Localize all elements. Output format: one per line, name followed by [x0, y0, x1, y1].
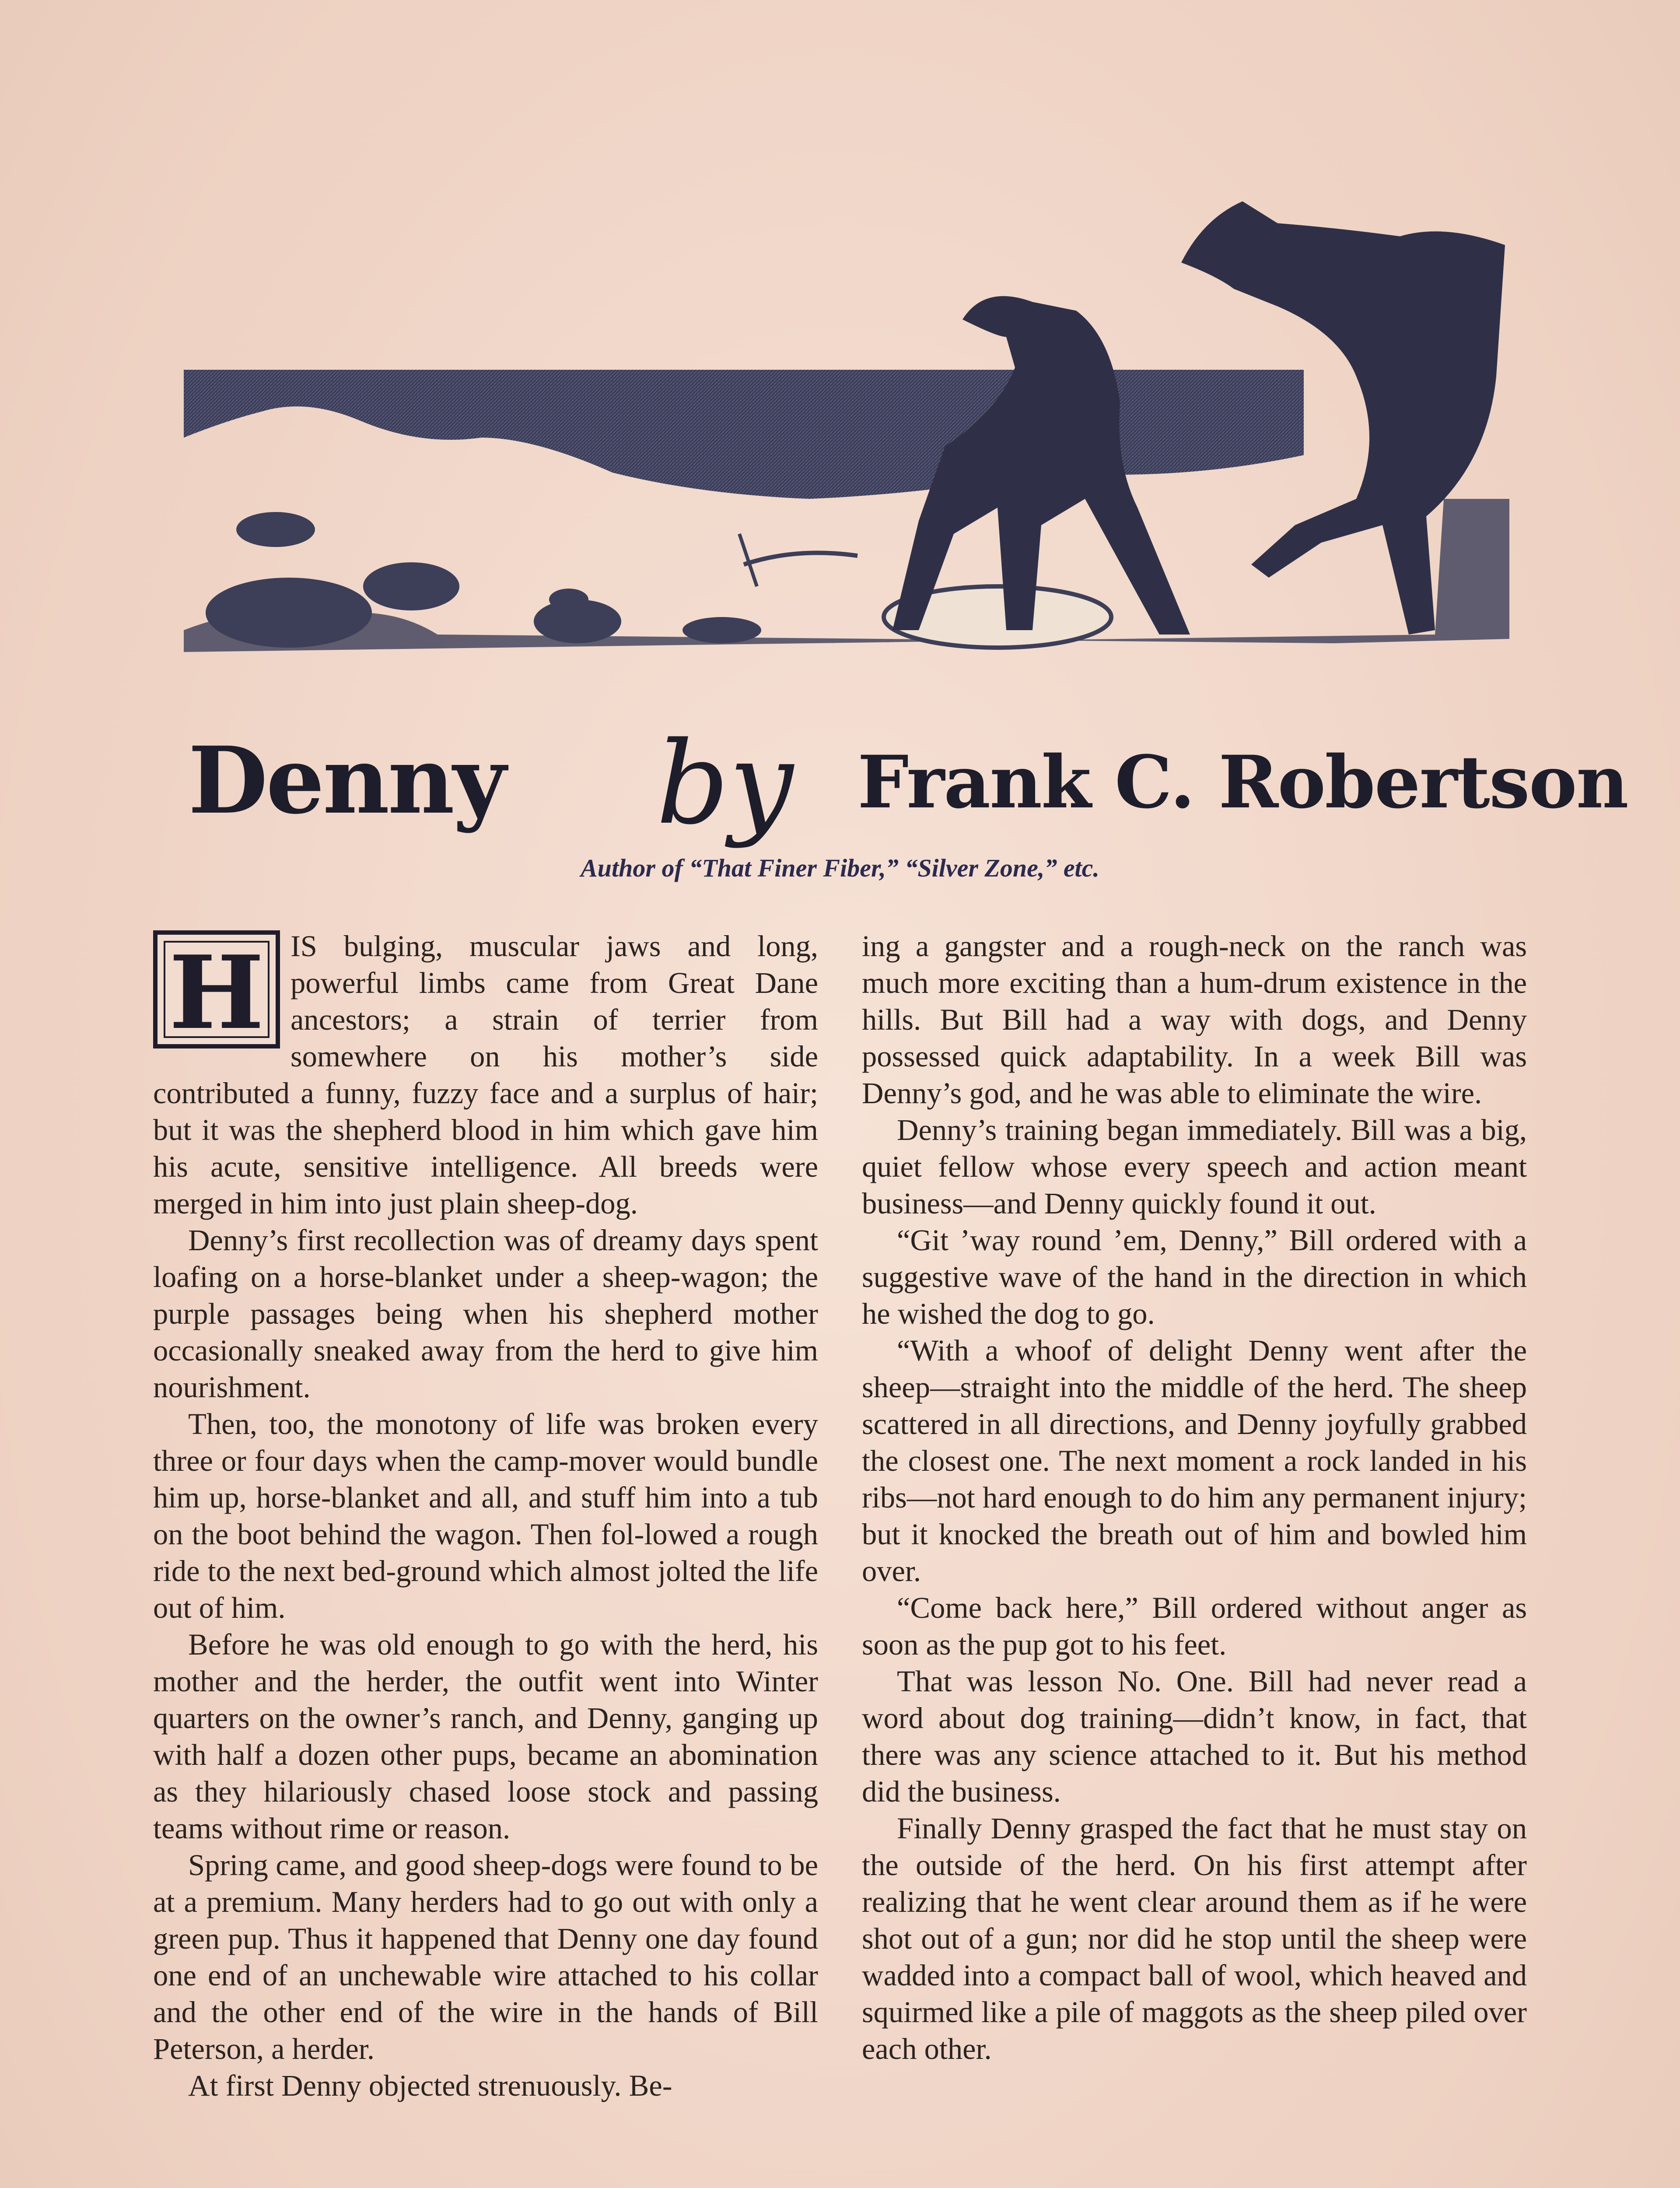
paragraph: “Come back here,” Bill ordered without anger as soon as the pup got to his feet.: [862, 1591, 1527, 1661]
paragraph: Denny’s training began immediately. Bill was a big, quiet fellow whose every speech and action meant business—and Denny quickly found it out.: [862, 1113, 1527, 1220]
title-row: [188, 709, 1628, 850]
paragraph: Finally Denny grasped the fact that he must stay on the outside of the herd. On his first attempt after realizing that he went clear around them as if he were shot out of a gun; nor did he stop until the sheep were wadded into a compact ball of wool, which heaved and squirmed like a pile of maggots as the sheep piled over each other.: [862, 1812, 1527, 2065]
drop-cap: H: [153, 930, 280, 1048]
paragraph: That was lesson No. One. Bill had never read a word about dog training—didn’t know, in fact, that there was any science attached to it. But his method did the business.: [862, 1665, 1527, 1808]
sheep-group: [206, 512, 761, 648]
story-title: Denny: [188, 726, 505, 835]
paragraph: Denny’s first recollection was of dreamy days spent loafing on a horse-blanket under a sheep-wagon; the purple passages being when his shepherd mother occasionally sneaked away from the herd to give him nourishment.: [153, 1224, 818, 1404]
stick: [744, 553, 858, 565]
author-credit: Author of “That Finer Fiber,” “Silver Zone,” etc.: [581, 854, 1099, 882]
paragraph: Spring came, and good sheep-dogs were found to be at a premium. Many herders had to go out with only a green pup. Thus it happened that Denny one day found one end of an unchewable wire attached to his collar and the other end of the wire in the hands of Bill Peterson, a herder.: [153, 1848, 818, 2065]
paragraph: “Git ’way round ’em, Denny,” Bill ordered with a suggestive wave of the hand in the direction in which he wished the dog to go.: [862, 1224, 1527, 1330]
header-illustration: [175, 193, 1522, 687]
column-right: [862, 928, 1527, 2067]
paragraph: At first Denny objected strenuously. Be-: [188, 2069, 672, 2102]
paragraph: “With a whoof of delight Denny went after the sheep—straight into the middle of the herd. The sheep scattered in all directions, and Denny joyfully grabbed the closest one. The next moment a rock landed in his ribs—not hard enough to do him any permanent injury; but it knocked the breath out of him and bowled him over.: [862, 1334, 1527, 1588]
story-author: Frank C. Robertson: [858, 740, 1628, 824]
byline-by: by: [656, 718, 794, 850]
paragraph: H IS bulging, muscular jaws and long, powerful limbs came from Great Dane ancestors; a strain of terrier from somewhere on his mother’s side contributed a funny, fuzzy face and a surplus of hair; but it was the shepherd blood in him which gave him his acute, sensitive intelligence. All breeds were merged in him into just plain sheep-dog.: [153, 929, 818, 1220]
mountain-band: [184, 370, 1304, 499]
paragraph: ing a gangster and a rough-neck on the ranch was much more exciting than a hum-drum existence in the hills. But Bill had a way with dogs, and Denny possessed quick adaptability. In a week Bill was Denny’s god, and he was able to eliminate the wire.: [862, 929, 1527, 1110]
paragraph: Before he was old enough to go with the herd, his mother and the herder, the outfit went into Winter quarters on the owner’s ranch, and Denny, ganging up with half a dozen other pups, became an abomination as they hilariously chased loose stock and passing teams without rime or reason.: [153, 1628, 818, 1845]
paragraph: Then, too, the monotony of life was broken every three or four days when the camp-mover would bundle him up, horse-blanket and all, and stuff him into a tub on the boot behind the wagon. Then fol-lowed a rough ride to the next bed-ground which almost jolted the life out of him.: [153, 1407, 818, 1624]
column-left: [153, 928, 818, 2104]
